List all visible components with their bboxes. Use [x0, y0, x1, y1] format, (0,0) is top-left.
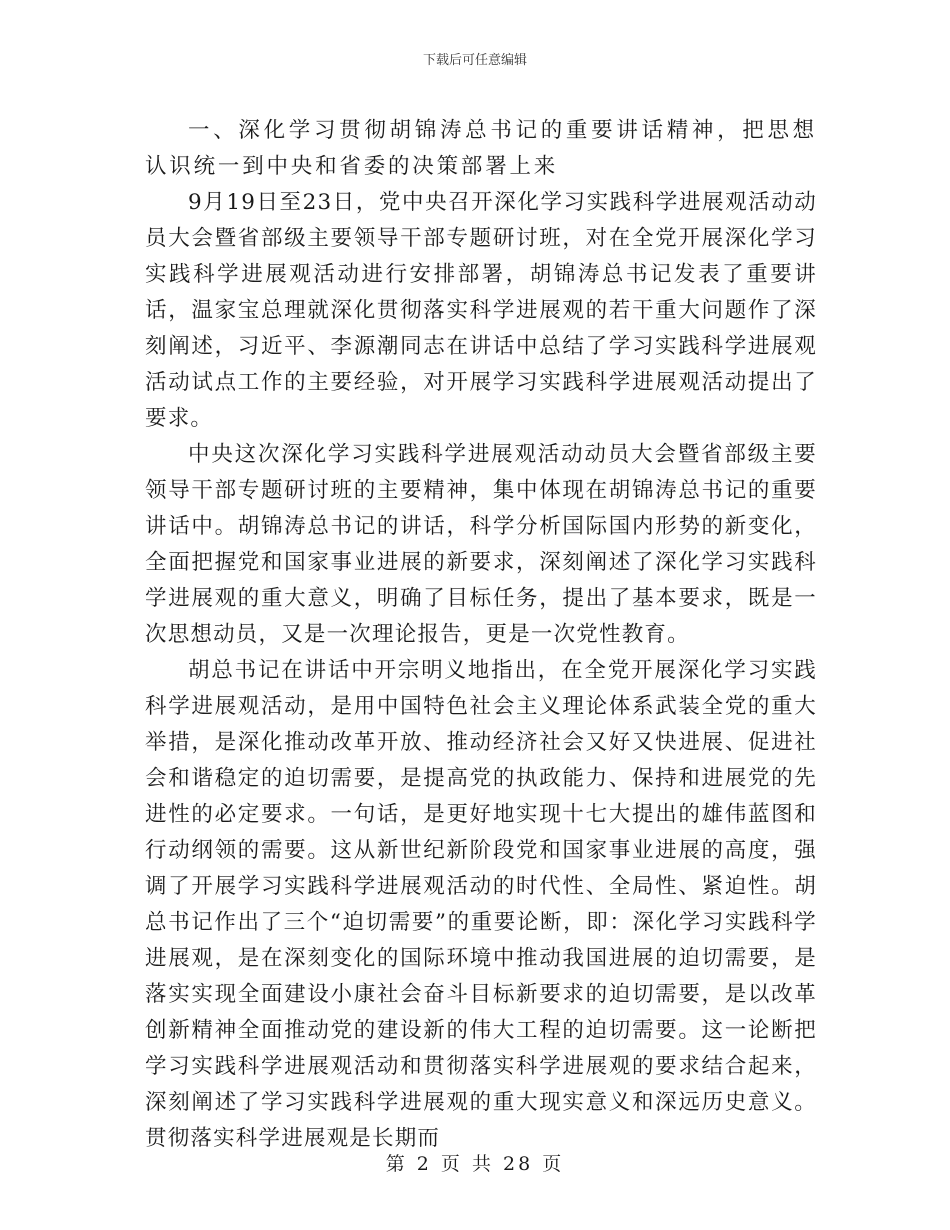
paragraph: 中央这次深化学习实践科学进展观活动动员大会暨省部级主要领导干部专题研讨班的主要精神，集中体现在胡锦涛总书记的重要讲话中。胡锦涛总书记的讲话，科学分析国际国内形势的新变化，全面把握党和国家事业进展的新要求，深刻阐述了深化学习实践科学进展观的重大意义，明确了目标任务，提出了基本要求，既是一次思想动员，又是一次理论报告，更是一次党性教育。	[145, 442, 817, 647]
document-body	[145, 113, 817, 1157]
page-number-footer: 第 2 页 共 28 页	[385, 1153, 565, 1175]
section-heading: 一、深化学习贯彻胡锦涛总书记的重要讲话精神，把思想认识统一到中央和省委的决策部署上来	[145, 118, 817, 179]
paragraph: 胡总书记在讲话中开宗明义地指出，在全党开展深化学习实践科学进展观活动，是用中国特色社会主义理论体系武装全党的重大举措，是深化推动改革开放、推动经济社会又好又快进展、促进社会和谐稳定的迫切需要，是提高党的执政能力、保持和进展党的先进性的必定要求。一句话，是更好地实现十七大提出的雄伟蓝图和行动纲领的需要。这从新世纪新阶段党和国家事业进展的高度，强调了开展学习实践科学进展观活动的时代性、全局性、紧迫性。胡总书记作出了三个“迫切需要”的重要论断，即：深化学习实践科学进展观，是在深刻变化的国际环境中推动我国进展的迫切需要，是落实实现全面建设小康社会奋斗目标新要求的迫切需要，是以改革创新精神全面推动党的建设新的伟大工程的迫切需要。这一论断把学习实践科学进展观活动和贯彻落实科学进展观的要求结合起来，深刻阐述了学习实践科学进展观的重大现实意义和深远历史意义。贯彻落实科学进展观是长期而	[145, 658, 817, 1151]
paragraph: 9月19日至23日，党中央召开深化学习实践科学进展观活动动员大会暨省部级主要领导干部专题研讨班，对在全党开展深化学习实践科学进展观活动进行安排部署，胡锦涛总书记发表了重要讲话，温家宝总理就深化贯彻落实科学进展观的若干重大问题作了深刻阐述，习近平、李源潮同志在讲话中总结了学习实践科学进展观活动试点工作的主要经验，对开展学习实践科学进展观活动提出了要求。	[145, 190, 817, 431]
page-header: 下载后可任意编辑	[422, 53, 527, 68]
